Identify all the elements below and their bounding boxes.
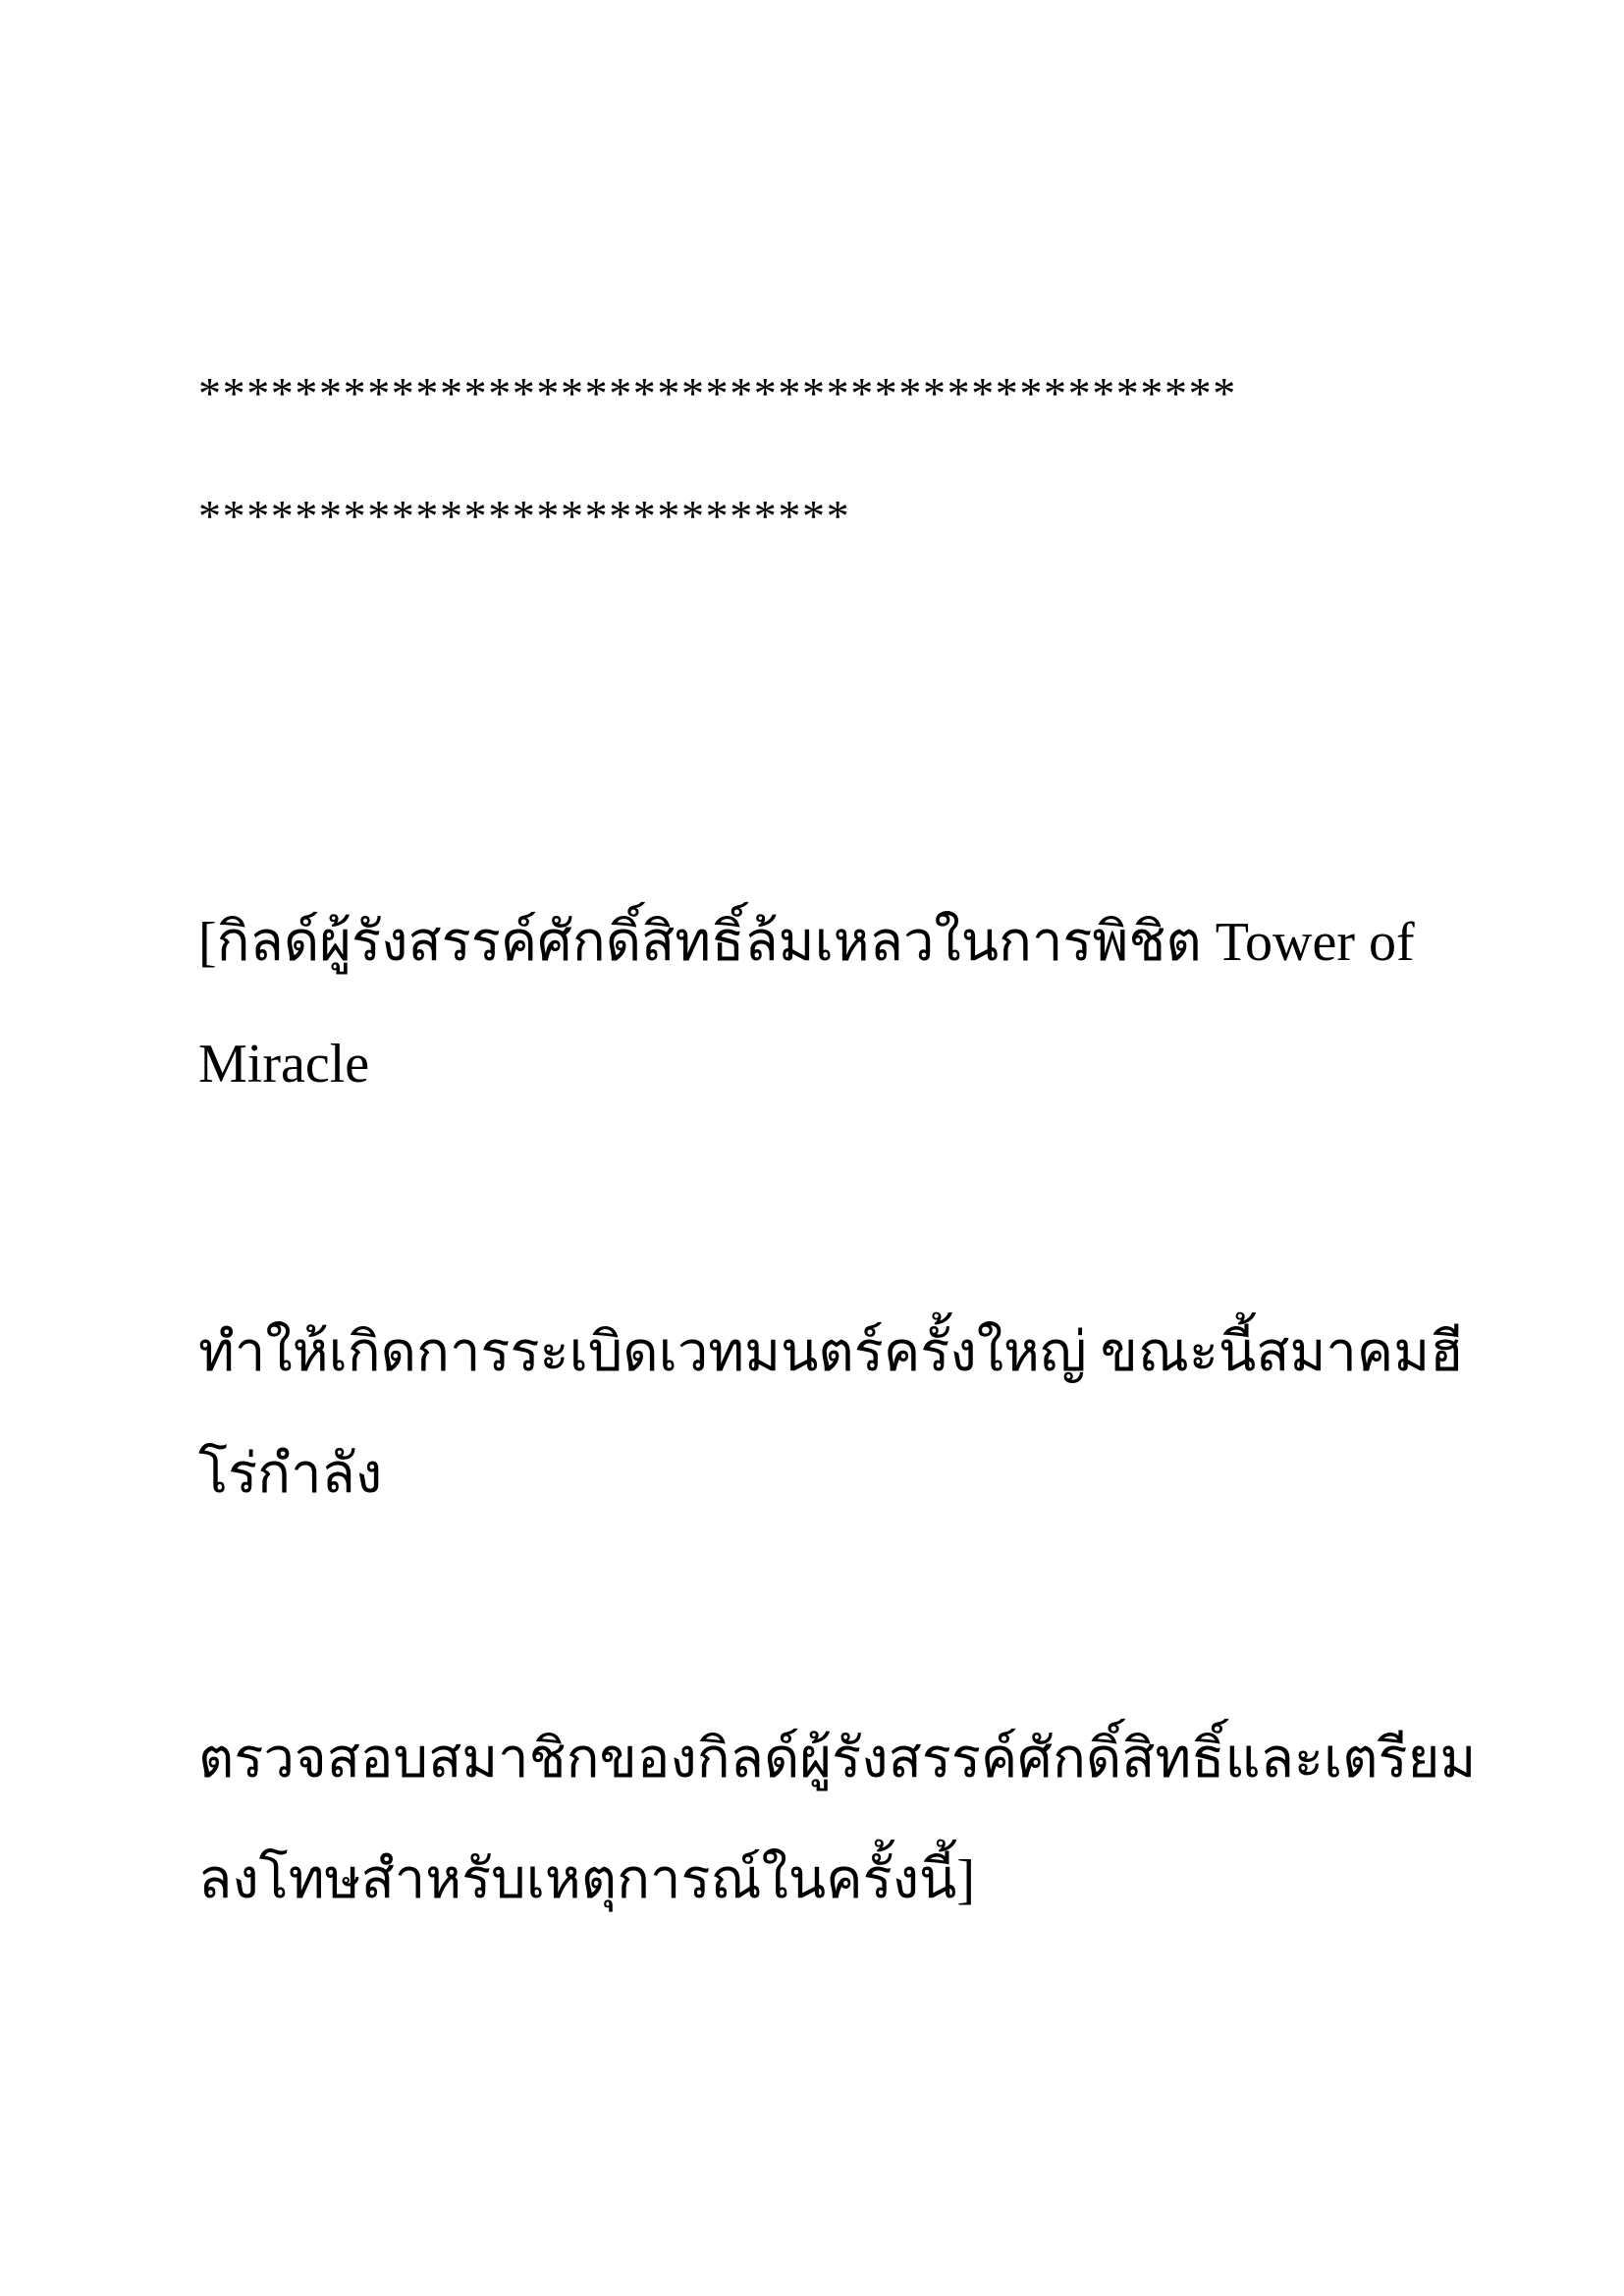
paragraph-2-line-1: ทำให้เกิดการระเบิดเวทมนตร์ครั้งใหญ่ ขณะนี้สมาคมฮี	[198, 1322, 1464, 1383]
paragraph-3-line-1: ตรวจสอบสมาชิกของกิลด์ผู้รังสรรค์ศักดิ์สิทธิ์และเตรียม	[198, 1729, 1477, 1789]
paragraph-1-line-2: Miracle	[198, 1034, 370, 1095]
paragraph-2-line-2: โร่กำลัง	[198, 1444, 383, 1505]
separator-line-1: *******************************************	[198, 368, 1237, 418]
paragraph-3-line-2: ลงโทษสำหรับเหตุการณ์ในครั้งนี้]	[198, 1849, 975, 1910]
paragraph-1-line-1: [กิลด์ผู้รังสรรค์ศักดิ์สิทธิ์ล้มเหลวในการพิชิต Tower of	[198, 912, 1415, 973]
separator-line-2: ***************************	[198, 491, 851, 541]
